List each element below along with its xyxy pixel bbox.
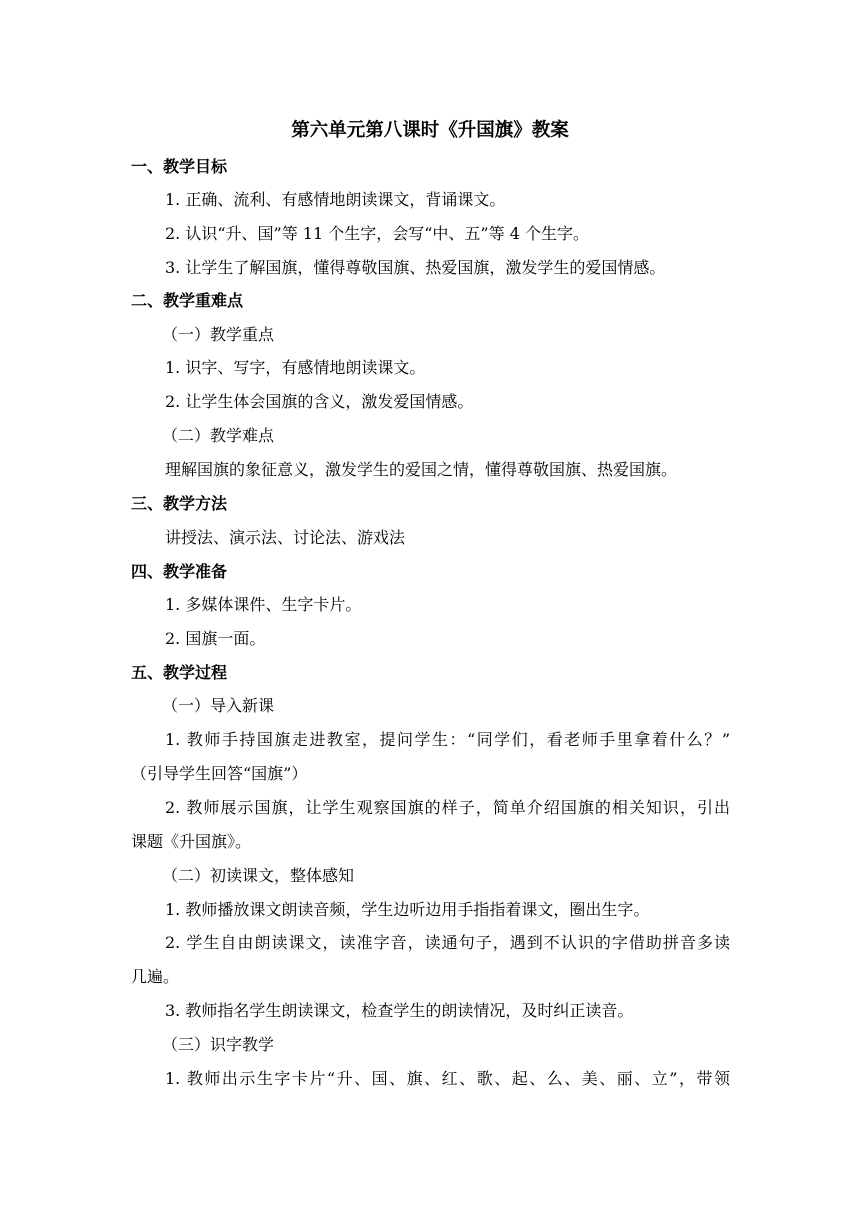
preparation-item-2: 2. 国旗一面。 — [165, 629, 266, 648]
subheading-character-teaching: （三）识字教学 — [162, 1035, 275, 1054]
process-item-1-line-1: 1. 教师手持国旗走进教室，提问学生：“同学们，看老师手里拿着什么？” — [165, 730, 730, 749]
page-title: 第六单元第八课时《升国旗》教案 — [291, 120, 569, 141]
methods-text: 讲授法、演示法、讨论法、游戏法 — [165, 528, 406, 547]
process-item-1-line-2: （引导学生回答“国旗”） — [131, 764, 308, 783]
subheading-key-points: （一）教学重点 — [162, 325, 275, 344]
goal-item-3: 3. 让学生了解国旗，懂得尊敬国旗、热爱国旗，激发学生的爱国情感。 — [165, 258, 666, 277]
goal-item-2: 2. 认识“升、国”等 11 个生字，会写“中、五”等 4 个生字。 — [165, 224, 589, 243]
section-heading-preparation: 四、教学准备 — [131, 562, 228, 581]
goal-item-1: 1. 正确、流利、有感情地朗读课文，背诵课文。 — [165, 190, 506, 209]
reading-item-1: 1. 教师播放课文朗读音频，学生边听边用手指指着课文，圈出生字。 — [165, 900, 650, 919]
key-point-item-1: 1. 识字、写字，有感情地朗读课文。 — [165, 358, 426, 377]
process-item-2-line-2: 课题《升国旗》。 — [131, 832, 252, 851]
subheading-introduction: （一）导入新课 — [162, 696, 275, 715]
reading-item-2-line-2: 几遍。 — [131, 967, 180, 986]
reading-item-3: 3. 教师指名学生朗读课文，检查学生的朗读情况，及时纠正读音。 — [165, 1001, 634, 1020]
section-heading-process: 五、教学过程 — [131, 663, 228, 682]
character-item-1-line-1: 1. 教师出示生字卡片“升、国、旗、红、歌、起、么、美、丽、立”，带领 — [165, 1069, 730, 1088]
section-heading-goals: 一、教学目标 — [131, 157, 228, 176]
key-point-item-2: 2. 让学生体会国旗的含义，激发爱国情感。 — [165, 392, 474, 411]
process-item-2-line-1: 2. 教师展示国旗，让学生观察国旗的样子，简单介绍国旗的相关知识，引出 — [165, 798, 730, 817]
subheading-first-reading: （二）初读课文，整体感知 — [162, 866, 355, 885]
subheading-difficulties: （二）教学难点 — [162, 426, 275, 445]
section-heading-methods: 三、教学方法 — [131, 494, 228, 513]
preparation-item-1: 1. 多媒体课件、生字卡片。 — [165, 595, 362, 614]
reading-item-2-line-1: 2. 学生自由朗读课文，读准字音，读通句子，遇到不认识的字借助拼音多读 — [165, 933, 730, 952]
difficulty-text: 理解国旗的象征意义，激发学生的爱国之情，懂得尊敬国旗、热爱国旗。 — [165, 460, 678, 479]
section-heading-key-points: 二、教学重难点 — [131, 291, 244, 310]
